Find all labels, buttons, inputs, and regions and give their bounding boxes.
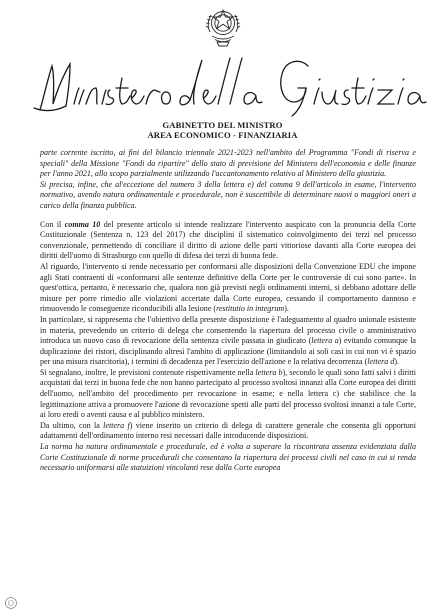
ministry-letterhead-script — [0, 48, 445, 122]
paragraph-general-delegation: Da ultimo, con la lettera f) viene inserito un criterio di delega di carattere generale che consenta gli opportuni adattamenti dell'ordinamento interno resi necessari dalle introducende disposizioni. — [40, 420, 417, 441]
paragraph-third-party-rights: Si segnalano, inoltre, le previsioni contenute rispettivamente nella lettera b), secondo le quali sono fatti salvi i diritti acquistati dai terzi in buona fede che non hanno partecipato al processo svoltosi innanzi alla Corte europea dei diritti dell'uomo, nell'ambito del procedimento per revocazione in esame; e nella lettera c) che stabilisce che la legittimazione attiva a promuovere l'azione di revocazione spetti alle parti del processo svoltosi innanzi a tale Corte, ai loro eredi o aventi causa e al pubblico ministero. — [40, 367, 416, 420]
area-heading: AREA ECONOMICO - FINANZIARIA — [147, 130, 298, 140]
italic-paragraph-no-new-costs: Si precisa, infine, che al'eccezione del numero 3 della lettera e) del comma 9 dell'articolo in esame, l'intervento normativo, avendo natura ordinamentale e procedurale, non è suscettibile di determinare nuovi o maggiori oneri a carico della finanza pubblica. — [40, 179, 416, 210]
document-body — [40, 148, 416, 474]
cabinet-heading: GABINETTO DEL MINISTRO — [162, 120, 283, 130]
comma-10-highlight: comma 10 — [64, 219, 101, 229]
italian-republic-emblem — [202, 6, 244, 50]
paragraph-objective: In particolare, si rappresenta che l'obiettivo della presente disposizione è l'adeguamento al quadro unionale esistente in materia, prevedendo un criterio di delega che consentendo la riapertura del processo civile o amministrativo introduca un nuovo caso di revocazione della sentenza civile passata in giudicato (lettera a) evitando comunque la duplicazione dei ristori, disciplinando altresì l'ambito di applicazione (limitandolo ai soli casi in cui non vi è spazio per una misura risarcitoria), i termini di decadenza per l'esercizio dell'azione e la relativa decorrenza (lettera d). — [40, 314, 416, 367]
italic-paragraph-nature: La norma ha natura ordinamentale e procedurale, ed è volta a superare la riscontrata assenza evidenziata dalla Corte Costituzionale di norme procedurali che consentano la riapertura dei processi civili nel caso in cui si renda necessario uniformarsi alle statuizioni vincolanti rese dalla Corte europea — [40, 442, 416, 473]
paragraph-convention-edu: Al riguardo, l'intervento si rende necessario per conformarsi alle disposizioni della Convenzione EDU che impone agli Stati contraenti di «conformarsi alle sentenze definitive della Corte per le controversie di cui sono parte». In quest'ottica, pertanto, è necessario che, qualora non già previsti negli ordinamenti interni, si debbano adottare delle misure per porre rimedio alle violazioni accertate dalla Corte europea, cessando il comportamento dannoso e rimuovendo le conseguenze riconducibili alla lesione (restitutio in integrum). — [40, 261, 416, 314]
page-stamp-icon — [4, 596, 18, 610]
paragraph-comma-10: Con il comma 10 del presente articolo si intende realizzare l'intervento auspicato con la pronuncia della Corte Costituzionale (Sentenza n. 123 del 2017) che disciplini il sistematico coinvolgimento dei terzi nel processo convenzionale, permettendo di conciliare il diritto di azione delle parti vittoriose davanti alla Corte europea dei diritti dell'uomo di Strasburgo con quello di difesa dei terzi di buona fede. — [40, 219, 416, 261]
italic-paragraph-funding: parte corrente iscritto, ai fini del bilancio triennale 2021-2023 nell'ambito del Programma "Fondi di riserva e speciali" della Missione "Fondi da ripartire" dello stato di previsione del Ministero dell'economia e delle finanze per l'anno 2021, allo scopo parzialmente utilizzando l'accantonamento relativo al Ministero della giustizia. — [40, 148, 416, 179]
